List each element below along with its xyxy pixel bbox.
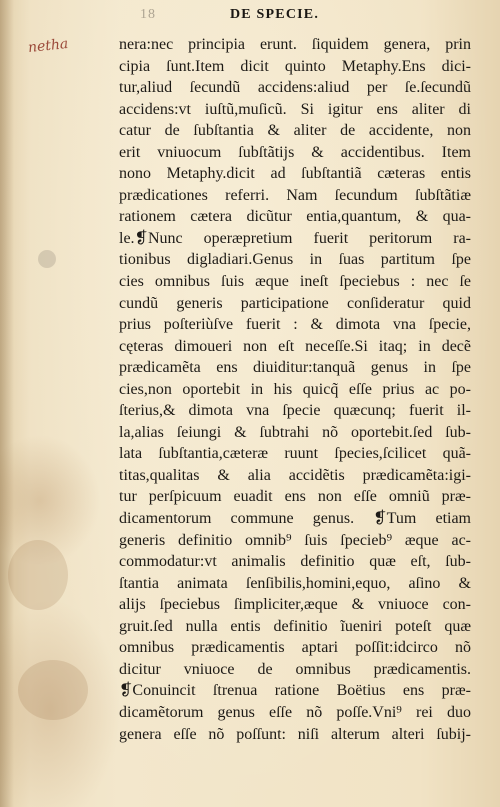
text-line: prædicationes referri. Nam ſecundum ſubſtãtiæ — [119, 186, 471, 204]
text-line: dicamentorum commune genus. ❡Tum etiam — [119, 510, 471, 528]
text-line: cęteras dimoueri non eſt neceſſe.Si itaq; in decẽ — [119, 337, 471, 355]
text-line: ſterius,& dimota vna ſpecie quæcunq; fuerit il- — [119, 402, 471, 420]
foxing-stain — [8, 540, 68, 610]
text-line: nera:nec principia erunt. ſiquidem genera, prin — [119, 36, 471, 53]
text-line: dicamẽtorum genus eſſe nõ poſſe.Vni⁹ rei duo — [119, 703, 471, 721]
page-header — [0, 6, 500, 26]
page-number: 18 — [140, 7, 156, 22]
text-line: rationem cætera dicũtur entia,quantum, & qua- — [119, 208, 471, 226]
text-line: catur de ſubſtantia & aliter de accidente, non — [119, 122, 471, 140]
text-line: cies omnibus ſuis æque ineſt ſpeciebus : nec ſe — [119, 273, 471, 291]
text-line: prius poſteriùſve fuerit : & dimota vna ſpecie, — [119, 316, 471, 334]
text-line: commodatur:vt animalis definitio quæ eſt, ſub- — [119, 553, 471, 571]
text-line: cipia ſunt.Item dicit quinto Metaphy.Ens dici- — [119, 57, 471, 75]
text-line: titas,qualitas & alia accidẽtis prædicamẽta:igi- — [119, 466, 471, 484]
text-line: gruit.ſed nulla entis definitio ĩueniri poteſt quæ — [119, 617, 471, 635]
text-line: prædicamẽta ens diuiditur:tanquã genus in ſpe — [119, 359, 471, 377]
text-line: accidens:vt iuſtũ,muſicũ. Si igitur ens aliter di — [119, 100, 471, 118]
text-line: omnibus prædicamentis aptari poſſit:idcirco nõ — [119, 639, 471, 657]
text-line: la,alias ſeiungi & ſubtrahi nõ oportebit.ſed ſub- — [119, 423, 471, 441]
text-line: dicitur vniuoce de omnibus prædicamentis. — [119, 660, 471, 678]
text-line: erit vniuocum ſubſtãtijs & accidentibus. Item — [119, 143, 471, 161]
handwritten-margin-note: netha — [27, 35, 70, 57]
text-line: generis definitio omnib⁹ ſuis ſpecieb⁹ æque ac- — [119, 531, 471, 549]
foxing-stain — [38, 250, 56, 268]
text-line: ❡Conuincit ſtrenua ratione Boëtius ens præ- — [119, 682, 471, 700]
text-line: tur,aliud ſecundũ accidens:aliud per ſe.ſecundũ — [119, 79, 471, 97]
text-line: nono Metaphy.dicit ad ſubſtantiã cæteras entis — [119, 165, 471, 183]
text-line: cies,non oportebit in his quicq̃ eſſe prius ac po- — [119, 380, 471, 398]
text-line: cundũ generis participatione conſideratur quid — [119, 294, 471, 312]
foxing-stain — [18, 660, 88, 720]
text-line: lata ſubſtantia,cæteræ ruunt ſpecies,ſcilicet quã- — [119, 445, 471, 463]
text-line: alijs ſpeciebus ſimpliciter,æque & vniuoce con- — [119, 596, 471, 614]
running-title: DE SPECIE. — [230, 7, 320, 22]
spine-shadow — [0, 0, 14, 807]
text-line: tionibus digladiari.Genus in ſuas partitum ſpe — [119, 251, 471, 269]
text-line: tur perſpicuum euadit ens non eſſe omniũ præ- — [119, 488, 471, 506]
text-line: genera eſſe nõ poſſunt: niſi alterum alteri ſubij- — [119, 725, 471, 743]
text-line: ſtantia animata ſenſibilis,homini,equo, aſino & — [119, 574, 471, 592]
text-line: le.❡Nunc operæpretium fuerit peritorum ra- — [119, 229, 471, 247]
body-text — [119, 34, 471, 745]
